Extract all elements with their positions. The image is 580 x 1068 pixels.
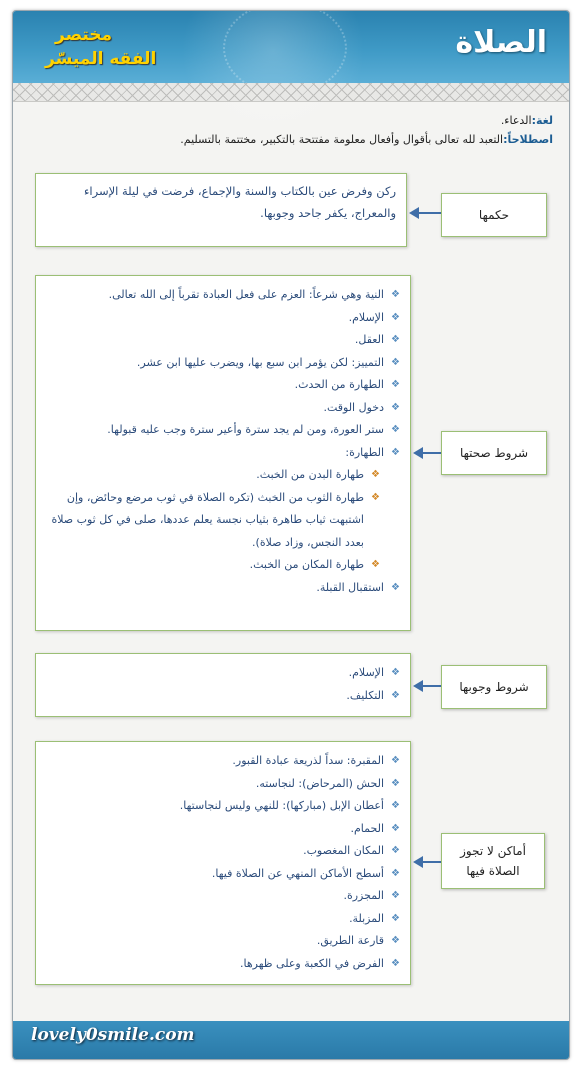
list-item (44, 284, 402, 307)
list-item (44, 442, 402, 465)
forbidden-places-box (35, 741, 411, 985)
validity-arrow-icon (421, 452, 441, 454)
diamond-bullet-icon: ❖ (391, 289, 400, 300)
list-item (44, 577, 402, 600)
list-item-text: الفرض في الكعبة وعلى ظهرها. (240, 956, 384, 970)
star-bullet-icon: ❖ (371, 469, 380, 480)
footer-bar (13, 1021, 569, 1059)
sub-list-item (44, 464, 402, 487)
list-item (44, 863, 402, 886)
list-item (44, 795, 402, 818)
lugha-text: الدعاء. (500, 114, 532, 127)
list-item-text: الإسلام. (348, 310, 384, 324)
list-item-text: أعطان الإبل (مباركها): للنهي وليس لنجاستها. (179, 799, 384, 812)
header-subtitle-line2: الفقه الميسّر (45, 49, 157, 69)
diamond-bullet-icon: ❖ (391, 777, 400, 789)
list-item (44, 930, 402, 953)
list-item-text: ستر العورة، ومن لم يجد سترة وأعير سترة وجب عليه قبولها. (107, 423, 384, 436)
list-item-text: الإسلام. (348, 666, 384, 679)
list-item (44, 329, 402, 352)
validity-label-text: شروط صحتها (459, 446, 529, 460)
list-item-text: المقبرة: سداً لذريعة عبادة القبور. (232, 754, 384, 767)
list-item (44, 419, 402, 442)
list-item-text: التمييز: لكن يؤمر ابن سبع بها، ويضرب عليها ابن عشر. (136, 355, 384, 369)
ruling-box (35, 173, 407, 247)
page-title: الصلاة (455, 25, 547, 60)
diamond-bullet-icon: ❖ (391, 424, 400, 435)
diamond-bullet-icon: ❖ (391, 667, 400, 678)
list-item (44, 840, 402, 863)
star-bullet-icon: ❖ (371, 491, 380, 503)
places-arrow-icon (421, 861, 441, 863)
diamond-bullet-icon: ❖ (391, 446, 400, 458)
places-label-text: أماكن لا تجوز الصلاة فيها (460, 844, 526, 878)
list-item-text: الطهارة: (345, 445, 384, 459)
list-item-text: استقبال القبلة. (316, 580, 384, 594)
ruling-label-text: حكمها (478, 208, 510, 222)
diamond-bullet-icon: ❖ (391, 822, 400, 834)
istilah-text: التعبد لله تعالى بأقوال وأفعال معلومة مفتتحة بالتكبير، مختتمة بالتسليم. (180, 133, 504, 146)
list-item (44, 662, 402, 685)
diamond-bullet-icon: ❖ (391, 401, 400, 413)
list-item (44, 773, 402, 796)
sub-list-item (44, 554, 402, 577)
list-item-text: الحش (المرحاض): لنجاسته. (255, 776, 384, 790)
list-item (44, 750, 402, 773)
obligation-label-text: شروط وجوبها (459, 680, 529, 694)
list-item-text: التكليف. (346, 688, 384, 702)
definition-block (33, 111, 553, 149)
list-item (44, 307, 402, 330)
diamond-bullet-icon: ❖ (391, 845, 400, 856)
list-item-text: الطهارة من الحدث. (294, 378, 384, 391)
obligation-arrow-icon (421, 685, 441, 687)
list-item-text: الحمام. (350, 821, 384, 835)
header-subtitle-line1: مختصر (55, 25, 113, 45)
ruling-arrow-icon (417, 212, 441, 214)
sub-list-item-text: طهارة الثوب من الخبث (تكره الصلاة في ثوب مرضع وحائض، وإن اشتبهت ثياب طاهرة بثياب نجسة يعلم عددها، صلى في كل ثوب صلاة بعدد النجس، وزاد صلاة). (51, 490, 364, 549)
list-item (44, 352, 402, 375)
list-item-text: المكان المغصوب. (303, 844, 384, 857)
diamond-bullet-icon: ❖ (391, 755, 400, 766)
validity-label (441, 431, 547, 475)
list-item (44, 885, 402, 908)
page-frame (12, 10, 570, 1060)
obligation-label (441, 665, 547, 709)
diamond-bullet-icon: ❖ (391, 581, 400, 593)
diamond-bullet-icon: ❖ (391, 867, 400, 879)
list-item (44, 953, 402, 976)
list-item (44, 374, 402, 397)
diamond-bullet-icon: ❖ (391, 800, 400, 811)
list-item-text: المجزرة. (343, 889, 384, 902)
list-item-text: المزبلة. (349, 911, 384, 925)
diamond-bullet-icon: ❖ (391, 379, 400, 390)
star-bullet-icon: ❖ (371, 559, 380, 570)
header-banner (13, 11, 569, 83)
list-item (44, 818, 402, 841)
list-item-text: دخول الوقت. (323, 400, 384, 414)
list-item-text: أسطح الأماكن المنهي عن الصلاة فيها. (211, 866, 384, 880)
obligation-conditions-box (35, 653, 411, 717)
diamond-bullet-icon: ❖ (391, 890, 400, 901)
list-item (44, 685, 402, 708)
site-logo[interactable]: lovely0smile.com (31, 1025, 195, 1045)
validity-conditions-box (35, 275, 411, 631)
diamond-bullet-icon: ❖ (391, 689, 400, 701)
list-item-text: قارعة الطريق. (316, 934, 384, 947)
diamond-bullet-icon: ❖ (391, 912, 400, 924)
list-item (44, 908, 402, 931)
sub-list-item-text: طهارة البدن من الخبث. (256, 468, 364, 481)
diamond-bullet-icon: ❖ (391, 311, 400, 323)
diamond-bullet-icon: ❖ (391, 935, 400, 946)
list-item-text: النية وهي شرعاً: العزم على فعل العبادة تقرباً إلى الله تعالى. (108, 288, 384, 301)
sub-list-item-text: طهارة المكان من الخبث. (249, 558, 364, 571)
decorative-band (13, 83, 569, 102)
diamond-bullet-icon: ❖ (391, 356, 400, 368)
lugha-label: لغة: (531, 114, 553, 127)
list-item (44, 397, 402, 420)
istilah-label: اصطلاحاً: (503, 133, 553, 146)
diamond-bullet-icon: ❖ (391, 334, 400, 345)
ruling-label (441, 193, 547, 237)
list-item-text: العقل. (354, 333, 384, 346)
ruling-text: ركن وفرض عين بالكتاب والسنة والإجماع، فرضت في ليلة الإسراء والمعراج، يكفر جاحد وجوبها. (84, 184, 396, 220)
places-label (441, 833, 545, 889)
sub-list-item (44, 487, 402, 555)
diamond-bullet-icon: ❖ (391, 957, 400, 969)
